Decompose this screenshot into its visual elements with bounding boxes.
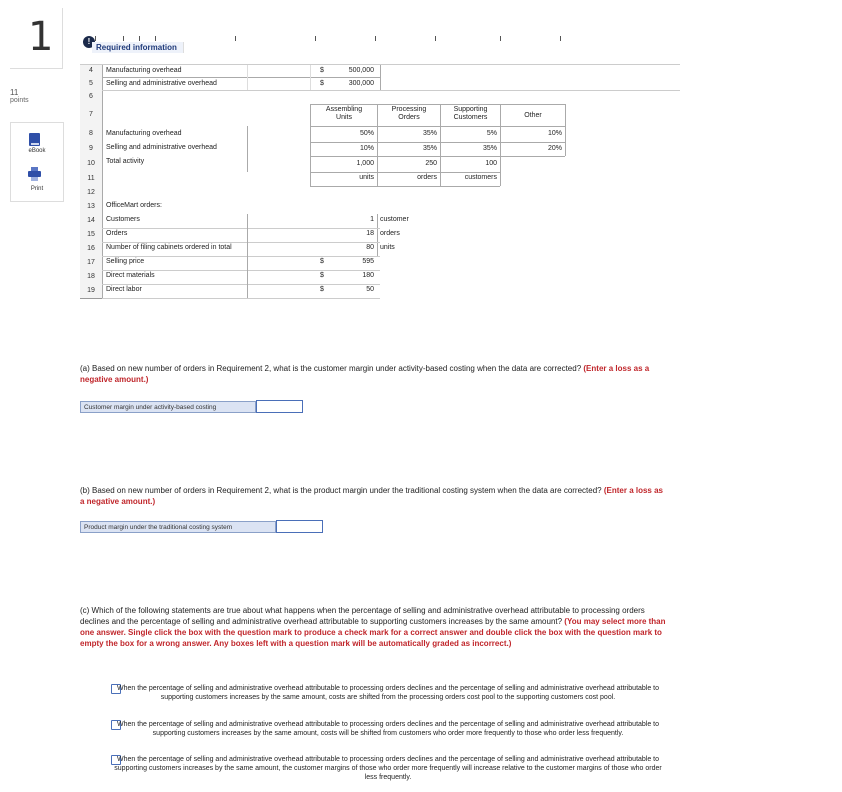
direct-labor-value: 50 [366, 286, 374, 293]
grid-line [565, 104, 566, 156]
part-b-answer-input[interactable] [276, 520, 323, 533]
currency-symbol: $ [320, 286, 324, 293]
row-label: Selling and administrative overhead [106, 80, 217, 87]
part-c-question: (c) Which of the following statements are true about what happens when the percentage of selling and administrative overhead attributable to processing orders declines and the percentage of selling and administrative overhead attributable to supporting customers increases by the same amount? (You may select more than one answer. Single click the box with the question mark to produce a check mark for a correct answer and double click the box with the question mark to empty the box for a wrong answer. Any boxes left with a question mark will be automatically graded as incorrect.) [80, 606, 666, 648]
grid-line [310, 65, 311, 90]
row-number: 14 [80, 214, 103, 228]
row-label: Selling price [106, 258, 145, 265]
row-label: Manufacturing overhead [106, 67, 182, 74]
unit-cell: orders [417, 174, 437, 181]
info-icon[interactable]: ! [83, 36, 95, 48]
grid-line [102, 90, 680, 91]
part-b-answer-label: Product margin under the traditional costing system [80, 521, 276, 533]
required-information-tab[interactable]: Required information [92, 42, 184, 53]
sga-overhead-value: 300,000 [348, 80, 374, 87]
row-label: Manufacturing overhead [106, 130, 182, 137]
part-a-question: (a) Based on new number of orders in Requirement 2, what is the customer margin under activity-based costing when the data are corrected? (Enter a loss as a negative amount.) [80, 364, 650, 384]
row-label: Number of filing cabinets ordered in total [106, 244, 232, 251]
total-activity-cell: 100 [485, 160, 497, 167]
row-number: 11 [80, 172, 103, 186]
mfg-overhead-value: 500,000 [348, 67, 374, 74]
question-number: 1 [28, 14, 54, 60]
row-label: OfficeMart orders: [106, 202, 162, 209]
grid-line [102, 256, 380, 257]
ebook-label[interactable]: eBook [28, 148, 46, 154]
row-label: Direct labor [106, 286, 142, 293]
pct-cell: 50% [359, 130, 374, 137]
row-number: 9 [80, 142, 103, 156]
row-number: 8 [80, 126, 103, 142]
pct-cell: 35% [482, 145, 497, 152]
total-activity-cell: 250 [425, 160, 437, 167]
row-label: Orders [106, 230, 128, 237]
choice-2-text: When the percentage of selling and administrative overhead attributable to processing orders declines and the percentage of selling and administrative overhead attributable to supporting customers increases by the same amount, costs will be shifted from customers who order more frequently to those who order less frequently. [116, 721, 660, 737]
header-other: Other [524, 112, 542, 119]
row-number: 19 [80, 284, 103, 299]
row-number: 15 [80, 228, 103, 242]
selling-price-value: 595 [362, 258, 374, 265]
direct-materials-value: 180 [362, 272, 374, 279]
grid-line [102, 270, 380, 271]
grid-line [102, 77, 380, 78]
print-label[interactable]: Print [30, 186, 44, 192]
header-assembling: Assembling Units [325, 106, 363, 121]
row-label: Selling and administrative overhead [106, 144, 217, 151]
row-number: 5 [80, 77, 103, 90]
part-a-answer-label: Customer margin under activity-based costing [80, 401, 256, 413]
choice-3-text: When the percentage of selling and administrative overhead attributable to processing orders declines and the percentage of selling and administrative overhead attributable to supporting customers increases by the same amount, the customer margins of those who order more frequently will increase relative to the customer margins of those who order less frequently. [114, 756, 662, 781]
grid-line [310, 104, 565, 105]
points-value: 11 [10, 88, 19, 97]
grid-line [310, 172, 500, 173]
part-b-question: (b) Based on new number of orders in Requirement 2, what is the product margin under the traditional costing system when the data are corrected? (Enter a loss as a negative amount.) [80, 486, 663, 506]
currency-symbol: $ [320, 67, 324, 74]
row-number: 16 [80, 242, 103, 256]
row-number: 7 [80, 104, 103, 126]
order-value: 1 [370, 216, 374, 223]
part-a-answer-input[interactable] [256, 400, 303, 413]
grid-line [310, 126, 565, 127]
currency-symbol: $ [320, 80, 324, 87]
header-supporting: Supporting Customers [453, 106, 488, 121]
pct-cell: 10% [547, 130, 562, 137]
unit-cell: customers [464, 174, 497, 181]
grid-line [380, 65, 381, 90]
grid-line [247, 126, 248, 172]
pct-cell: 35% [422, 130, 437, 137]
row-number: 13 [80, 200, 103, 214]
grid-line [102, 298, 380, 299]
pct-cell: 5% [486, 130, 497, 137]
grid-line [310, 186, 500, 187]
grid-line [102, 228, 380, 229]
pct-cell: 10% [359, 145, 374, 152]
row-number: 12 [80, 186, 103, 200]
row-label: Customers [106, 216, 140, 223]
header-processing: Processing Orders [391, 106, 427, 121]
grid-line [310, 142, 565, 143]
grid-line [102, 65, 103, 298]
grid-line [247, 214, 248, 298]
row-number: 17 [80, 256, 103, 270]
choice-1-text: When the percentage of selling and administrative overhead attributable to processing orders declines and the percentage of selling and administrative overhead attributable to supporting customers increases by the same amount, costs are shifted from the processing orders cost pool to the supporting customers cost pool. [116, 685, 660, 701]
currency-symbol: $ [320, 258, 324, 265]
row-label: Direct materials [106, 272, 155, 279]
grid-line [102, 284, 380, 285]
row-label: Total activity [106, 158, 145, 165]
row-number: 18 [80, 270, 103, 284]
grid-line [377, 214, 378, 256]
order-value: 18 [366, 230, 374, 237]
order-value: 80 [366, 244, 374, 251]
grid-line [102, 242, 380, 243]
total-activity-cell: 1,000 [356, 160, 374, 167]
row-number: 10 [80, 156, 103, 172]
grid-line [247, 65, 248, 90]
row-number: 6 [80, 90, 103, 104]
row-number: 4 [80, 65, 103, 77]
pct-cell: 20% [547, 145, 562, 152]
unit-cell: units [359, 174, 374, 181]
points-label: points [10, 97, 29, 104]
pct-cell: 35% [422, 145, 437, 152]
order-unit: units [380, 244, 395, 251]
currency-symbol: $ [320, 272, 324, 279]
ebook-icon[interactable] [29, 133, 40, 146]
printer-icon[interactable] [28, 171, 41, 177]
order-unit: orders [380, 230, 400, 237]
grid-line [310, 156, 565, 157]
order-unit: customer [380, 216, 409, 223]
